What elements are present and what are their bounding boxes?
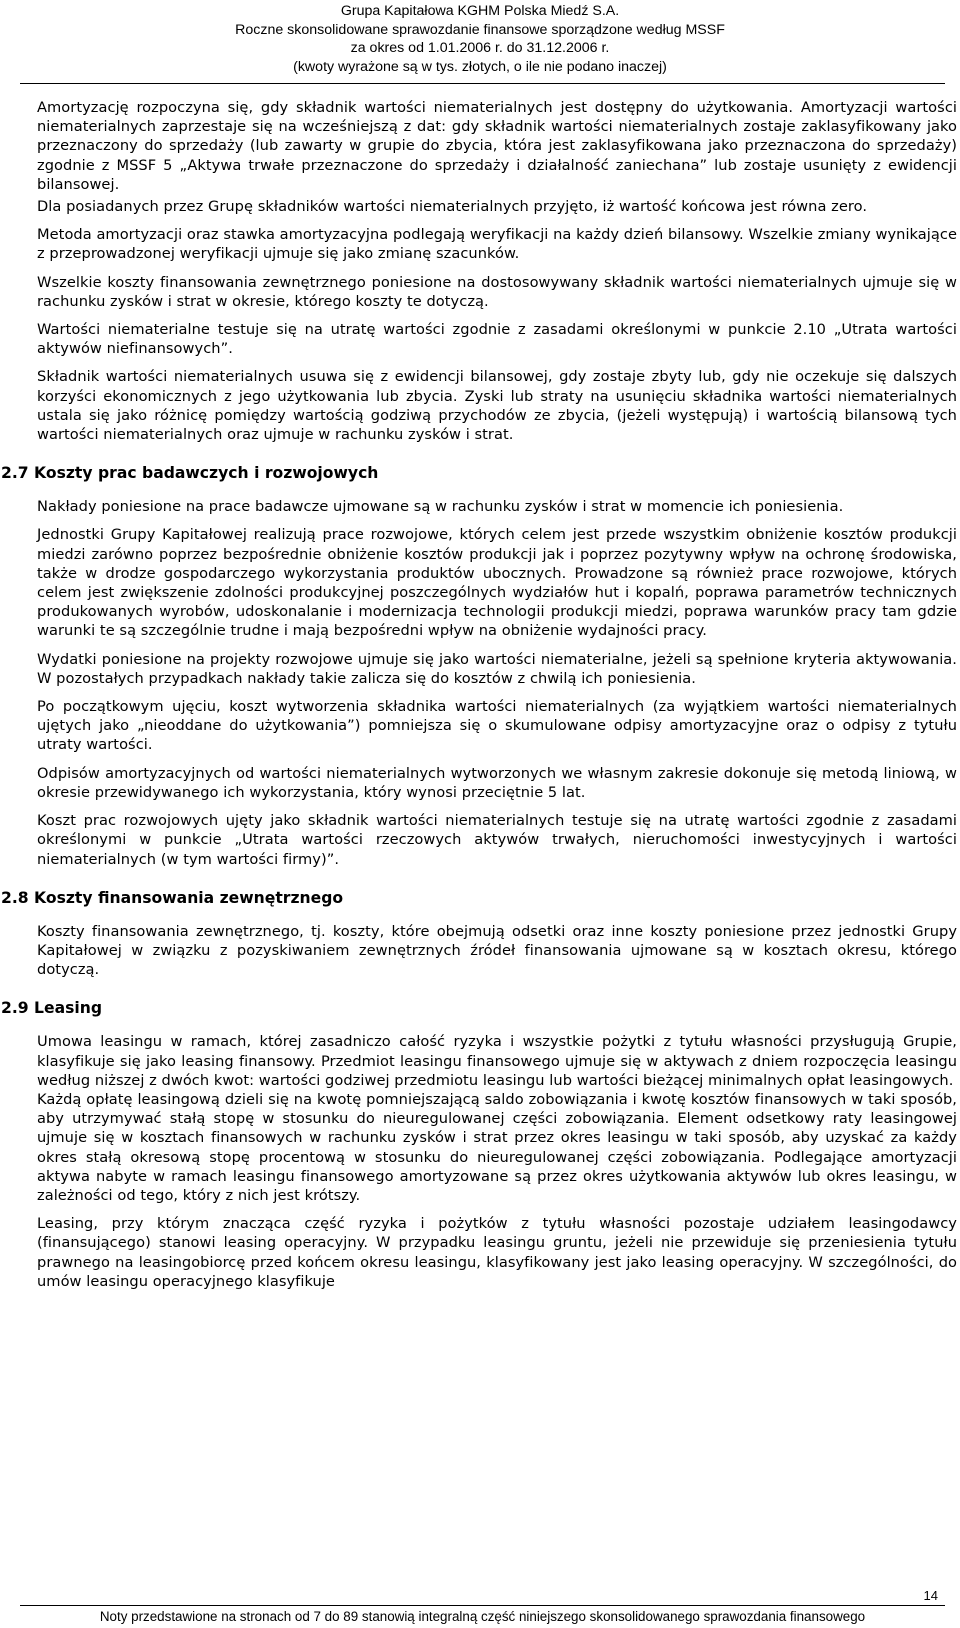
footer-note: Noty przedstawione na stronach od 7 do 89 stanowią integralną część niniejszego skonsolidowanego sprawozdania finansowego bbox=[99, 1609, 866, 1624]
body-paragraph: Dla posiadanych przez Grupę składników wartości niematerialnych przyjęto, iż wartość końcowa jest równa zero. bbox=[37, 198, 868, 216]
section-heading-2-9: 2.9 Leasing bbox=[1, 999, 102, 1018]
body-paragraph: Leasing, przy którym znacząca część ryzyka i pożytków z tytułu własności pozostaje udziałem leasingodawcy (finansującego) stanowi leasing operacyjny. W przypadku leasingu gruntu, jeżeli nie przewiduje się przeniesienia tytułu prawnego na leasingobiorcę przed końcem okresu leasingu, klasyfikowany jest jako leasing operacyjny. W szczególności, do umów leasingu operacyjnego klasyfikuje bbox=[37, 1215, 957, 1290]
document-header bbox=[0, 2, 960, 76]
header-divider bbox=[20, 83, 945, 84]
body-paragraph: Koszt prac rozwojowych ujęty jako składnik wartości niematerialnych testuje się na utratę wartości zgodnie z zasadami określonymi w punkcie „Utrata wartości rzeczowych aktywów trwałych, nieruchomości inwestycyjnych i wartości niematerialnych (w tym wartości firmy)”. bbox=[37, 812, 957, 868]
header-report-title: Roczne skonsolidowane sprawozdanie finansowe sporządzone według MSSF bbox=[235, 21, 725, 38]
body-paragraph: Odpisów amortyzacyjnych od wartości niematerialnych wytworzonych we własnym zakresie dokonuje się metodą liniową, w okresie przewidywanego ich wykorzystania, który wynosi przeciętnie 5 lat. bbox=[37, 764, 957, 801]
body-paragraph: Jednostki Grupy Kapitałowej realizują prace rozwojowe, których celem jest przede wszystkim obniżenie kosztów produkcji miedzi zarówno poprzez bezpośrednie obniżenie kosztów produkcji jak i poprzez pozytywny wpływ na ochronę środowiska, także w drodze gospodarczego wykorzystania produktów ubocznych. Prowadzone są również prace rozwojowe, których celem jest zwiększenie zdolności produkcyjnej poszczególnych wydziałów hut i kopalń, poprawa parametrów technicznych produkowanych wyrobów, udoskonalanie i modernizacja technologii produkcji miedzi, poprawa warunków pracy tam gdzie warunki te są szczególnie trudne i mają bezpośredni wpływ na obniżenie wydajności pracy. bbox=[37, 526, 957, 640]
body-paragraph: Nakłady poniesione na prace badawcze ujmowane są w rachunku zysków i strat w momencie ich poniesienia. bbox=[37, 498, 844, 516]
header-company: Grupa Kapitałowa KGHM Polska Miedź S.A. bbox=[340, 3, 620, 19]
body-paragraph: Składnik wartości niematerialnych usuwa się z ewidencji bilansowej, gdy zostaje zbyty lub, gdy nie oczekuje się dalszych korzyści ekonomicznych z jego użytkowania lub zbycia. Zyski lub straty na usunięciu składnika wartości niematerialnych ustala się jako różnicę pomiędzy wartością godziwą przychodów ze zbycia, (jeżeli występują) i wartością bilansową tych wartości niematerialnych oraz ujmuje w rachunku zysków i strat. bbox=[37, 368, 957, 444]
body-paragraph: Każdą opłatę leasingową dzieli się na kwotę pomniejszającą saldo zobowiązania i kwotę kosztów finansowych w taki sposób, aby utrzymywać stałą stopę w stosunku do nieuregulowanej części zobowiązania. Element odsetkowy raty leasingowej ujmuje się w kosztach finansowych w rachunku zysków i strat przez okres leasingu w taki sposób, aby uzyskać za każdy okres stałą okresową stopę procentową w stosunku do nieuregulowanej części zobowiązania. Podlegające amortyzacji aktywa nabyte w ramach leasingu finansowego amortyzowane są przez okres użytkowania aktywów lub okres leasingu, w zależności od tego, który z nich jest krótszy. bbox=[37, 1090, 957, 1204]
body-paragraph: Metoda amortyzacji oraz stawka amortyzacyjna podlegają weryfikacji na każdy dzień bilansowy. Wszelkie zmiany wynikające z przeprowadzonej weryfikacji ujmuje się jako zmianę szacunków. bbox=[37, 226, 957, 263]
body-paragraph: Koszty finansowania zewnętrznego, tj. koszty, które obejmują odsetki oraz inne koszty poniesione przez jednostki Grupy Kapitałowej w związku z pozyskiwaniem zewnętrznych źródeł finansowania ujmowane są w kosztach okresu, którego dotyczą. bbox=[37, 922, 957, 979]
section-heading-2-7: 2.7 Koszty prac badawczych i rozwojowych bbox=[1, 464, 379, 483]
body-paragraph: Wartości niematerialne testuje się na utratę wartości zgodnie z zasadami określonymi w punkcie 2.10 „Utrata wartości aktywów niefinansowych”. bbox=[37, 321, 957, 358]
page-number: 14 bbox=[923, 1588, 938, 1603]
body-paragraph: Umowa leasingu w ramach, której zasadniczo całość ryzyka i wszystkie pożytki z tytułu własności przysługują Grupie, klasyfikuje się jako leasing finansowy. Przedmiot leasingu finansowego ujmuje się w aktywach z dniem rozpoczęcia leasingu według niższej z dwóch kwot: wartości godziwej przedmiotu leasingu lub wartości bieżącej minimalnych opłat leasingowych. bbox=[37, 1033, 957, 1089]
document-body bbox=[1, 98, 957, 1300]
body-paragraph: Po początkowym ujęciu, koszt wytworzenia składnika wartości niematerialnych (za wyjątkiem wartości niematerialnych ujętych jako „nieoddane do użytkowania”) pomniejsza się o skumulowane odpisy amortyzacyjne oraz o odpisy z tytułu utraty wartości. bbox=[37, 698, 957, 754]
body-paragraph: Wydatki poniesione na projekty rozwojowe ujmuje się jako wartości niematerialne, jeżeli są spełnione kryteria aktywowania. W pozostałych przypadkach nakłady takie zalicza się do kosztów z chwilą ich poniesienia. bbox=[37, 650, 957, 687]
section-heading-2-8: 2.8 Koszty finansowania zewnętrznego bbox=[1, 888, 344, 907]
header-currency-note: (kwoty wyrażone są w tys. złotych, o ile nie podano inaczej) bbox=[293, 58, 667, 75]
footer-divider bbox=[20, 1605, 945, 1606]
body-paragraph: Wszelkie koszty finansowania zewnętrznego poniesione na dostosowywany składnik wartości niematerialnych ujmuje się w rachunku zysków i strat w okresie, którego koszty te dotyczą. bbox=[37, 273, 957, 310]
body-paragraph: Amortyzację rozpoczyna się, gdy składnik wartości niematerialnych jest dostępny do użytkowania. Amortyzacji wartości niematerialnych zaprzestaje się na wcześniejszą z dat: gdy składnik wartości niematerialnych zostaje zaklasyfikowany jako przeznaczony do sprzedaży (lub zawarty w grupie do zbycia, która jest zaklasyfikowana jako przeznaczona do sprzedaży) zgodnie z MSSF 5 „Aktywa trwałe przeznaczone do sprzedaży i działalność zaniechana” lub zostaje usunięty z ewidencji bilansowej. bbox=[37, 99, 957, 193]
header-period: za okres od 1.01.2006 r. do 31.12.2006 r. bbox=[350, 40, 610, 57]
